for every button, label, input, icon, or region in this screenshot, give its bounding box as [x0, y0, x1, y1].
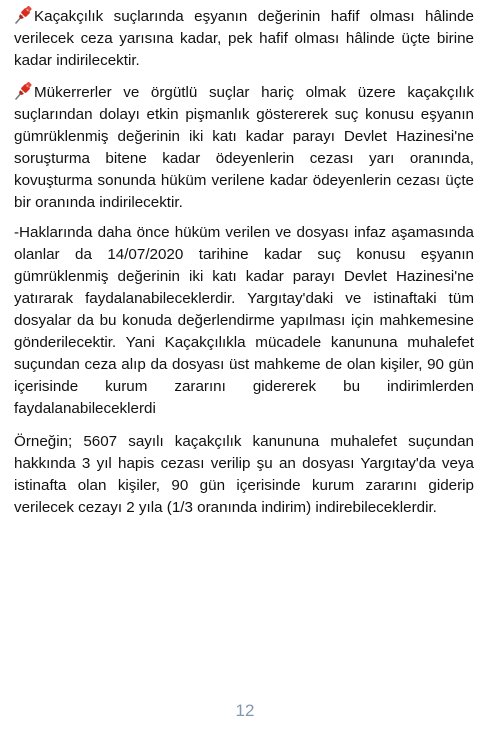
paragraph-text: Kaçakçılık suçlarında eşyanın değerinin hafif olması hâlinde verilecek ceza yarısına kadar, pek hafif olması hâlinde üçte birine kadar indirilecektir. — [14, 8, 474, 69]
paragraph-text: Mükerrerler ve örgütlü suçlar hariç olmak üzere kaçakçılık suçlarından dolayı etkin pişmanlık göstererek suç konusu eşyanın gümrüklenmiş değerinin iki katı kadar parayı Devlet Hazinesi'ne soruşturma bitene kadar ödeyenlerin cezası yarı oranında, kovuşturma sonunda hüküm verilene kadar ödeyenlerin cezası üçte bir oranında indirilecektir. — [14, 84, 474, 211]
pushpin-icon — [14, 82, 33, 100]
paragraph-active-repentance — [14, 82, 474, 214]
document-body — [14, 6, 474, 529]
paragraph-penalty-reduction — [14, 6, 474, 72]
pushpin-icon — [14, 6, 33, 24]
page-number: 12 — [235, 701, 255, 720]
paragraph-example — [14, 431, 474, 519]
paragraph-text: Örneğin; 5607 sayılı kaçakçılık kanununa muhalefet suçundan hakkında 3 yıl hapis cezası verilip şu an dosyası Yargıtay'da veya istinafta olan kişiler, 90 gün içerisinde kurum zararını giderip verilecek cezayı 2 yıla (1/3 oranında indirim) indirebileceklerdir. — [14, 433, 474, 516]
paragraph-pending-cases — [14, 222, 474, 420]
paragraph-text: -Haklarında daha önce hüküm verilen ve dosyası infaz aşamasında olanlar da 14/07/2020 tarihine kadar suç konusu eşyanın gümrüklenmiş değerinin iki katı kadar parayı Devlet Hazinesi'ne yatırarak faydalanabileceklerdir. Yargıtay'daki ve istinaftaki tüm dosyalar da bu konuda değerlendirme yapılması için mahkemesine gönderilecektir. Yani Kaçakçılıkla mücadele kanununa muhalefet suçundan ceza alıp da dosyası üst mahkeme de olan kişiler, 90 gün içerisinde kurum zararını gidererek bu indirimlerden faydalanabileceklerdi — [14, 224, 474, 417]
